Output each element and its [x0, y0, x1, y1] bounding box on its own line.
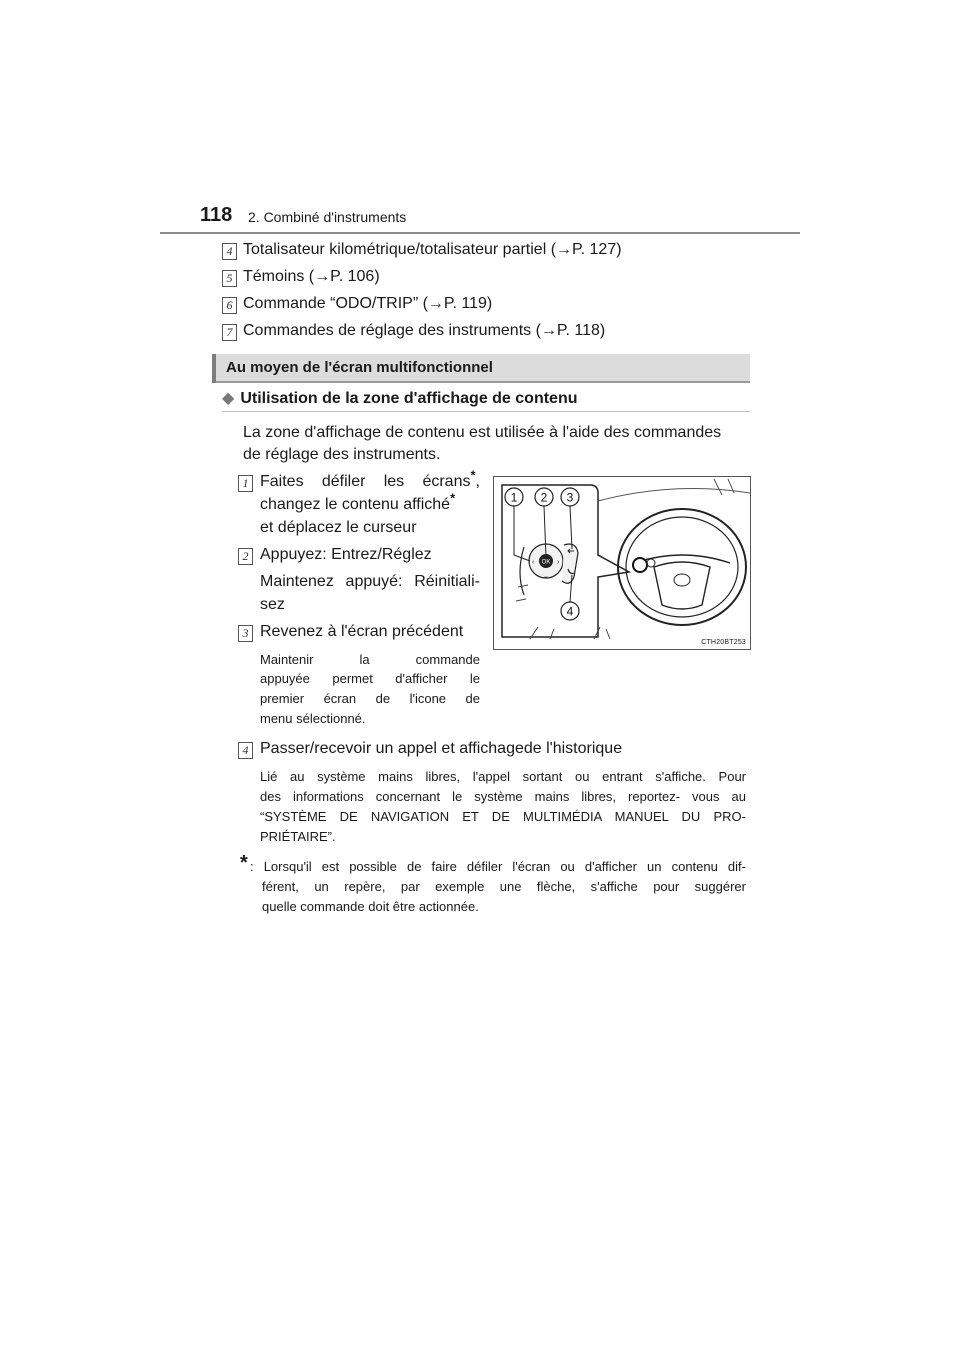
list-number-6: 6 — [222, 297, 237, 314]
list-item-odometer: Totalisateur kilométrique/totalisateur partiel (→P. 127) — [243, 241, 622, 258]
section-accent — [212, 354, 216, 383]
ok-label: OK — [541, 559, 551, 566]
item-4-note-3: “SYSTÈME DE NAVIGATION ET DE MULTIMÉDIA MANUEL DU PRO- — [260, 809, 746, 824]
callout-2: 2 — [540, 490, 548, 505]
subsection-title: Utilisation de la zone d'affichage de contenu — [240, 390, 578, 407]
diamond-bullet-icon: ◆ — [222, 390, 235, 407]
header-rule — [160, 232, 800, 234]
down-arrow-icon: ⌄ — [543, 573, 549, 580]
list-number-7: 7 — [222, 324, 237, 341]
left-arrow-icon: ‹ — [532, 559, 535, 566]
item-4-note-4: PRIÉTAIRE”. — [260, 829, 336, 844]
intro-line-2: de réglage des instruments. — [243, 446, 441, 463]
item-1-text-2: changez le contenu affiché — [260, 496, 451, 513]
item-3-line-1: Revenez à l'écran précédent — [260, 623, 464, 640]
item-4-note-2: des informations concernant le système mains libres, reportez- vous au — [260, 789, 746, 804]
item-1-star-2: * — [450, 490, 456, 506]
list-item-indicators: Témoins (→P. 106) — [243, 268, 380, 285]
item-3-note-3: premier écran de l'icone de — [260, 691, 480, 706]
footnote-line-2: férent, un repère, par exemple une flèche, s'affiche pour suggérer — [262, 879, 746, 894]
item-1-text-1: Faites défiler les écrans — [260, 473, 471, 490]
intro-line-1: La zone d'affichage de contenu est utilisée à l'aide des commandes — [243, 424, 722, 441]
footnote-star: * — [240, 852, 248, 874]
steering-wheel-drawing — [494, 477, 750, 649]
item-3-note-2: appuyée permet d'afficher le — [260, 671, 480, 686]
list-number-5: 5 — [222, 270, 237, 287]
item-1-line-3: et déplacez le curseur — [260, 519, 417, 536]
chapter-title: 2. Combiné d'instruments — [248, 209, 407, 225]
switch-location-marker — [633, 558, 647, 572]
item-number-1: 1 — [238, 475, 253, 492]
page-number: 118 — [200, 204, 233, 226]
switch-button-small — [647, 559, 655, 567]
footnote-line-1: : Lorsqu'il est possible de faire défiler l'écran ou d'afficher un contenu dif- — [250, 859, 746, 874]
dashboard-line — [598, 489, 750, 502]
item-3-note-4: menu sélectionné. — [260, 711, 366, 726]
list-item-instrument-controls: Commandes de réglage des instruments (→P. 118) — [243, 322, 606, 339]
item-1-line-2 — [260, 490, 456, 517]
vent-line — [714, 479, 734, 495]
list-number-4: 4 — [222, 243, 237, 260]
callout-3: 3 — [566, 490, 574, 505]
list-item-odo-trip-switch: Commande “ODO/TRIP” (→P. 119) — [243, 295, 493, 312]
callout-4: 4 — [566, 604, 574, 619]
item-number-4: 4 — [238, 742, 253, 759]
item-3-note-1: Maintenir la commande — [260, 652, 480, 667]
right-arrow-icon: › — [557, 559, 560, 566]
item-number-2: 2 — [238, 548, 253, 565]
subsection-heading — [222, 388, 578, 408]
steering-wheel-controls-illustration — [493, 476, 751, 650]
item-2-line-1: Appuyez: Entrez/Réglez — [260, 546, 432, 563]
section-title: Au moyen de l'écran multifonctionnel — [226, 359, 493, 376]
callout-1: 1 — [510, 490, 518, 505]
subsection-rule — [222, 411, 750, 412]
footnote-line-3: quelle commande doit être actionnée. — [262, 899, 479, 914]
item-4-line-1: Passer/recevoir un appel et affichagede l'historique — [260, 740, 623, 757]
item-number-3: 3 — [238, 625, 253, 642]
figure-code: CTH20BT253 — [701, 639, 746, 646]
item-1-comma: , — [475, 473, 480, 490]
item-1-line-1 — [260, 467, 480, 494]
item-4-note-1: Lié au système mains libres, l'appel sortant ou entrant s'affiche. Pour — [260, 769, 746, 784]
item-1-star: * — [470, 467, 476, 483]
item-2-line-2: Maintenez appuyé: Réinitiali- — [260, 573, 480, 590]
section-heading-bar — [212, 354, 750, 383]
item-2-line-3: sez — [260, 596, 285, 613]
